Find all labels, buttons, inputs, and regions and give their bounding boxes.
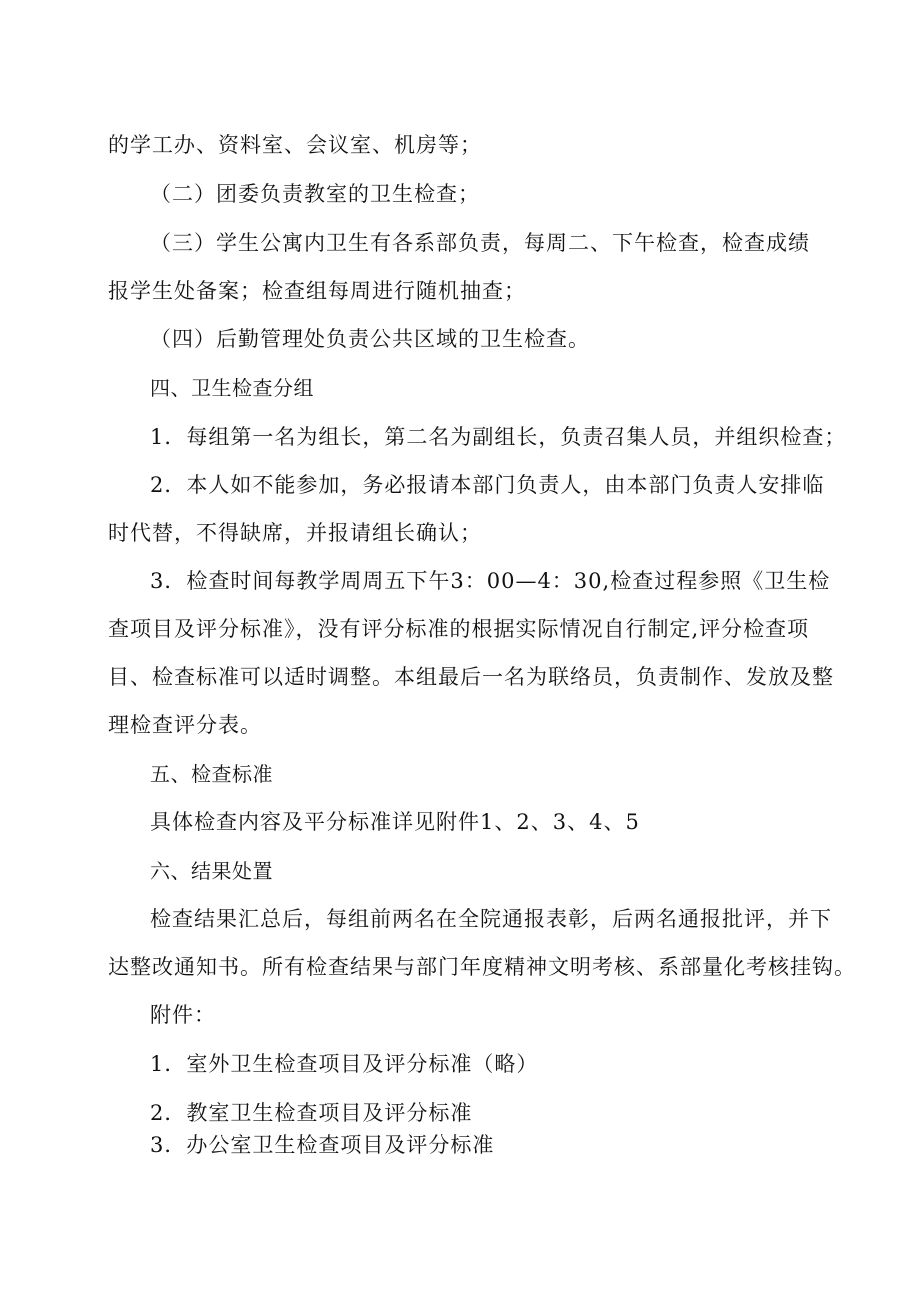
- attachment-item: 2．教室卫生检查项目及评分标准: [150, 1101, 473, 1125]
- list-item-line: 理检查评分表。: [108, 713, 262, 737]
- paragraph-line: 报学生处备案；检查组每周进行随机抽查；: [108, 279, 526, 303]
- list-item-line: 2．本人如不能参加，务必报请本部门负责人，由本部门负责人安排临: [150, 473, 825, 497]
- paragraph-line: 的学工办、资料室、会议室、机房等；: [108, 133, 482, 157]
- list-item-line: 3．检查时间每教学周周五下午3：00—4：30,检查过程参照《卫生检: [150, 569, 831, 593]
- paragraph-line: 检查结果汇总后，每组前两名在全院通报表彰，后两名通报批评，并下: [150, 907, 832, 931]
- list-item-line: 目、检查标准可以适时调整。本组最后一名为联络员，负责制作、发放及整: [108, 665, 834, 689]
- paragraph-line: （二）团委负责教室的卫生检查；: [150, 182, 480, 206]
- paragraph-line: 具体检查内容及平分标准详见附件1、2、3、4、5: [150, 810, 640, 834]
- paragraph-line: （四）后勤管理处负责公共区域的卫生检查。: [150, 327, 590, 351]
- section-heading-4: 四、卫生检查分组: [150, 376, 314, 400]
- section-heading-6: 六、结果处置: [150, 859, 273, 883]
- list-item-line: 1．每组第一名为组长，第二名为副组长，负责召集人员，并组织检查；: [150, 425, 847, 449]
- attachment-label: 附件：: [150, 1003, 216, 1027]
- list-item-line: 时代替，不得缺席，并报请组长确认；: [108, 521, 482, 545]
- attachment-item: 1．室外卫生检查项目及评分标准（略）: [150, 1052, 539, 1076]
- attachment-item: 3．办公室卫生检查项目及评分标准: [150, 1133, 495, 1157]
- list-item-line: 查项目及评分标准》，没有评分标准的根据实际情况自行制定,评分检查项: [108, 617, 810, 641]
- paragraph-line: 达整改通知书。所有检查结果与部门年度精神文明考核、系部量化考核挂钩。: [108, 955, 856, 979]
- section-heading-5: 五、检查标准: [150, 762, 273, 786]
- paragraph-line: （三）学生公寓内卫生有各系部负责，每周二、下午检查，检查成绩: [150, 231, 810, 255]
